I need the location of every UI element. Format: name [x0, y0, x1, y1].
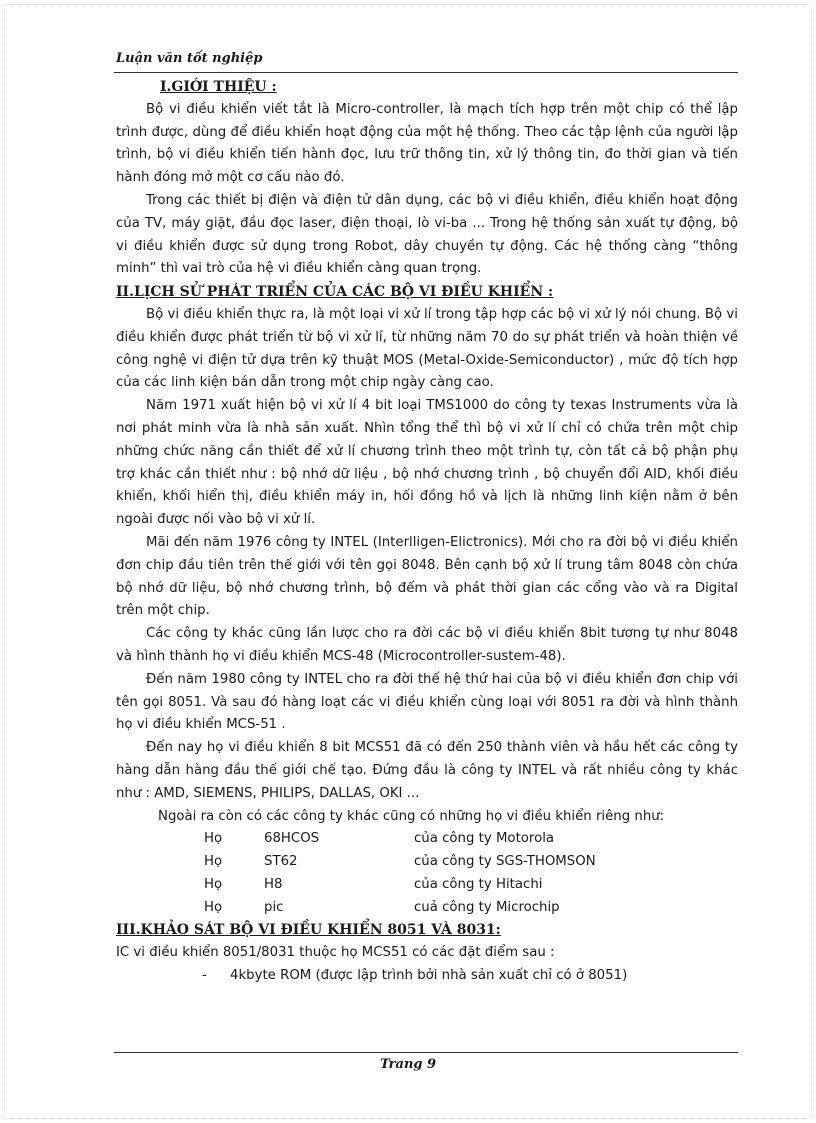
maker-row	[116, 828, 738, 851]
maker-company: cuả công ty Microchip	[414, 899, 560, 915]
maker-family: H8	[264, 876, 283, 892]
list-item	[116, 965, 738, 988]
maker-company: của công ty Hitachi	[414, 876, 543, 892]
paragraph: Bộ vi điều khiển viết tắt là Micro-controller, là mạch tích hợp trên một chip có thể lập trình được, dùng để điều khiển hoạt động của một hệ thống. Theo các tập lệnh của người lập trình, bộ vi điều khiển tiến hành đọc, lưu trữ thông tin, xử lý thông tin, đo thời gian và tiến hành đóng mở một cơ cấu nào đó.	[116, 101, 738, 186]
maker-row	[116, 874, 738, 897]
maker-row	[116, 851, 738, 874]
maker-prefix: Họ	[204, 899, 223, 915]
section-3-heading: III.KHẢO SÁT BỘ VI ĐIỀU KHIỂN 8051 VÀ 8031:	[116, 922, 501, 939]
maker-company: của công ty Motorola	[414, 831, 555, 847]
paragraph: Đến nay họ vi điều khiển 8 bit MCS51 đã có đến 250 thành viên và hầu hết các công ty hàng dẫn hàng đầu thế giới chế tạo. Đứng đầu là công ty INTEL và rất nhiều công ty khác như : AMD, SIEMENS, PHILIPS, DALLAS, OKI ...	[116, 740, 738, 801]
maker-prefix: Họ	[204, 876, 223, 892]
maker-family: pic	[264, 899, 284, 915]
maker-family: 68HCOS	[264, 831, 320, 847]
section-1-heading: I.GIỚI THIỆU :	[160, 79, 277, 95]
maker-row	[116, 897, 738, 920]
paragraph: Trong các thiết bị điện và điện tử dân dụng, các bộ vi điều khiển, điều khiển hoạt động của TV, máy giặt, đầu đọc laser, điện thoại, lò vi-ba ... Trong hệ thống sản xuất tự động, bộ vi điều khiển được sử dụng trong Robot, dây chuyền tự động. Các hệ thống càng “thông minh” thì vai trò của hệ vi điều khiển càng quan trọng.	[116, 192, 738, 277]
paragraph: Mãi đến năm 1976 công ty INTEL (Interlligen-Elictronics). Mới cho ra đời bộ vi điều khiển đơn chip đầu tiên trên thế giới với tên gọi 8048. Bên cạnh bộ xử lí trung tâm 8048 còn chứa bộ nhớ dữ liệu, bộ nhớ chương trình, bộ đếm và phát thời gian các cổng vào và ra Digital trên một chip.	[116, 534, 738, 619]
running-header: Luận văn tốt nghiệp	[116, 51, 263, 66]
section-2-heading: II.LỊCH SỬ PHÁT TRIỂN CỦA CÁC BỘ VI ĐIỀU KHIỂN :	[116, 284, 554, 301]
paragraph: Năm 1971 xuất hiện bộ vi xử lí 4 bit loại TMS1000 do công ty texas Instruments vừa là nơi phát minh vừa là nhà sản xuất. Nhìn tổng thể thì bộ vi xử lí chỉ có chứa trên một chip những chức năng cần thiết để xử lí chương trình theo một trình tự, còn tất cả bộ phận phụ trợ khác cần thiết như : bộ nhớ dữ liệu , bộ nhớ chương trình , bộ chuyển đổi AID, khối điều khiển, khối hiển thị, điều khiển máy in, hối đồng hồ và lịch là những linh kiện nằm ở bên ngoài được nối vào bộ vi xử lí.	[116, 398, 738, 528]
header-rule	[114, 72, 738, 73]
maker-prefix: Họ	[204, 854, 223, 870]
maker-family: ST62	[264, 854, 298, 870]
list-item-text: 4kbyte ROM (được lập trình bởi nhà sản xuất chỉ có ở 8051)	[230, 968, 628, 984]
bullet-dash: -	[202, 968, 207, 984]
page-number: Trang 9	[379, 1057, 437, 1072]
paragraph: Các công ty khác cũng lần lược cho ra đời các bộ vi điều khiển 8bit tương tự như 8048 và hình thành họ vi điều khiển MCS-48 (Microcontroller-sustem-48).	[116, 626, 738, 664]
maker-prefix: Họ	[204, 831, 223, 847]
maker-company: của công ty SGS-THOMSON	[414, 854, 596, 870]
footer-rule	[114, 1052, 738, 1053]
paragraph: Bộ vi điều khiển thực ra, là một loại vi xử lí trong tập hợp các bộ vi xử lý nói chung. Bộ vi điều khiển được phát triển từ bộ vi xử lí, từ những năm 70 do sự phát triển và hoàn thiện về công nghệ vi điện tử dựa trên kỹ thuật MOS (Metal-Oxide-Semiconductor) , mức độ tích hợp của các linh kiện bán dẫn trong một chip ngày càng cao.	[116, 306, 738, 391]
section-3-intro: IC vi điều khiển 8051/8031 thuộc họ MCS51 có các đặt điểm sau :	[116, 945, 555, 961]
makers-intro: Ngoài ra còn có các công ty khác cũng có những họ vi điều khiển riêng như:	[158, 808, 665, 824]
paragraph: Đến năm 1980 công ty INTEL cho ra đời thế hệ thứ hai của bộ vi điều khiển đơn chip với tên gọi 8051. Và sau đó hàng loạt các vi điều khiển cùng loại với 8051 ra đời và hình thành họ vi điều khiển MCS-51 .	[116, 671, 738, 733]
document-body	[116, 76, 738, 988]
